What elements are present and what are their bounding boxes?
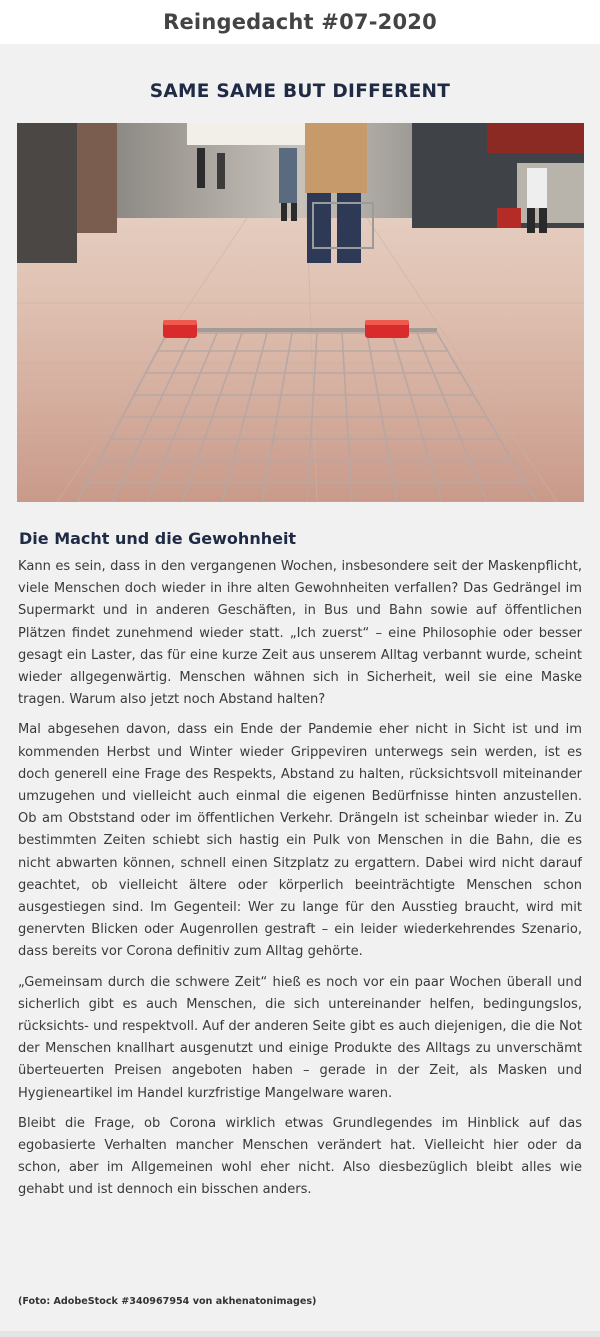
article-headline: SAME SAME BUT DIFFERENT (149, 81, 451, 102)
article-paragraph: Kann es sein, dass in den vergangenen Wochen, insbesondere seit der Maskenpflicht, viele Menschen doch wieder in ihre alten Gewohnheiten verfallen? Das Gedrängel im Supermarkt und in anderen Geschäften, in Bus und Bahn sowie auf öffentlichen Plätzen findet zunehmend wieder statt. „Ich zuerst“ – eine Philosophie oder besser gesagt ein Laster, das für eine kurze Zeit aus unserem Alltag verbannt wurde, scheint wieder allgegenwärtig. Menschen wähnen sich in Sicherheit, weil sie eine Maske tragen. Warum also jetzt noch Abstand halten? (18, 559, 582, 708)
article-paragraph: „Gemeinsam durch die schwere Zeit“ hieß es noch vor ein paar Wochen überall und sicherlich gibt es auch Menschen, die sich untereinander helfen, bedingungslos, rücksichts- und respektvoll. Auf der anderen Seite gibt es auch diejenigen, die die Not der Menschen knallhart ausgenutzt und einige Produkte des Alltags zu unverschämt überteuerten Preisen angeboten haben – gerade in der Zeit, als Masken und Hygieneartikel im Handel kurzfristige Mangelware waren. (18, 974, 582, 1101)
hero-photo (17, 123, 584, 502)
bottom-divider (0, 1331, 600, 1337)
article-paragraph: Mal abgesehen davon, dass ein Ende der Pandemie eher nicht in Sicht ist und im kommenden Herbst und Winter wieder Grippeviren unterwegs sein werden, ist es doch generell eine Frage des Respekts, Abstand zu halten, rücksichtsvoll miteinander umzugehen und vielleicht auch einmal die eigenen Bedürfnisse hinten anzustellen. Ob am Obststand oder im öffentlichen Verkehr. Drängeln ist scheinbar wieder in. Zu bestimmten Zeiten schiebt sich hastig ein Pulk von Menschen in die Bahn, die es nicht abwarten können, schnell einen Sitzplatz zu ergattern. Dabei wird nicht darauf geachtet, ob vielleicht ältere oder körperlich beeinträchtigte Menschen schon ausgestiegen sind. Im Gegenteil: Wer zu lange für den Ausstieg braucht, wird mit genervten Blicken oder Augenrollen gestraft – ein leider wiederkehrendes Szenario, dass bereits vor Corona definitiv zum Alltag gehörte. (18, 722, 582, 960)
shopping-cart-photo-icon (17, 123, 584, 502)
article-body (18, 556, 582, 1210)
section-subheading: Die Macht und die Gewohnheit (19, 529, 297, 548)
article-paragraph: Bleibt die Frage, ob Corona wirklich etwas Grundlegendes im Hinblick auf das egobasierte Verhalten mancher Menschen verändert hat. Vielleicht hier oder da schon, aber im Allgemeinen wohl eher nicht. Also diesbezüglich bleibt alles wie gehabt und ist dennoch ein bisschen anders. (18, 1115, 582, 1198)
issue-title: Reingedacht #07-2020 (163, 10, 437, 34)
photo-credit: (Foto: AdobeStock #340967954 von akhenatonimages) (18, 1296, 317, 1307)
